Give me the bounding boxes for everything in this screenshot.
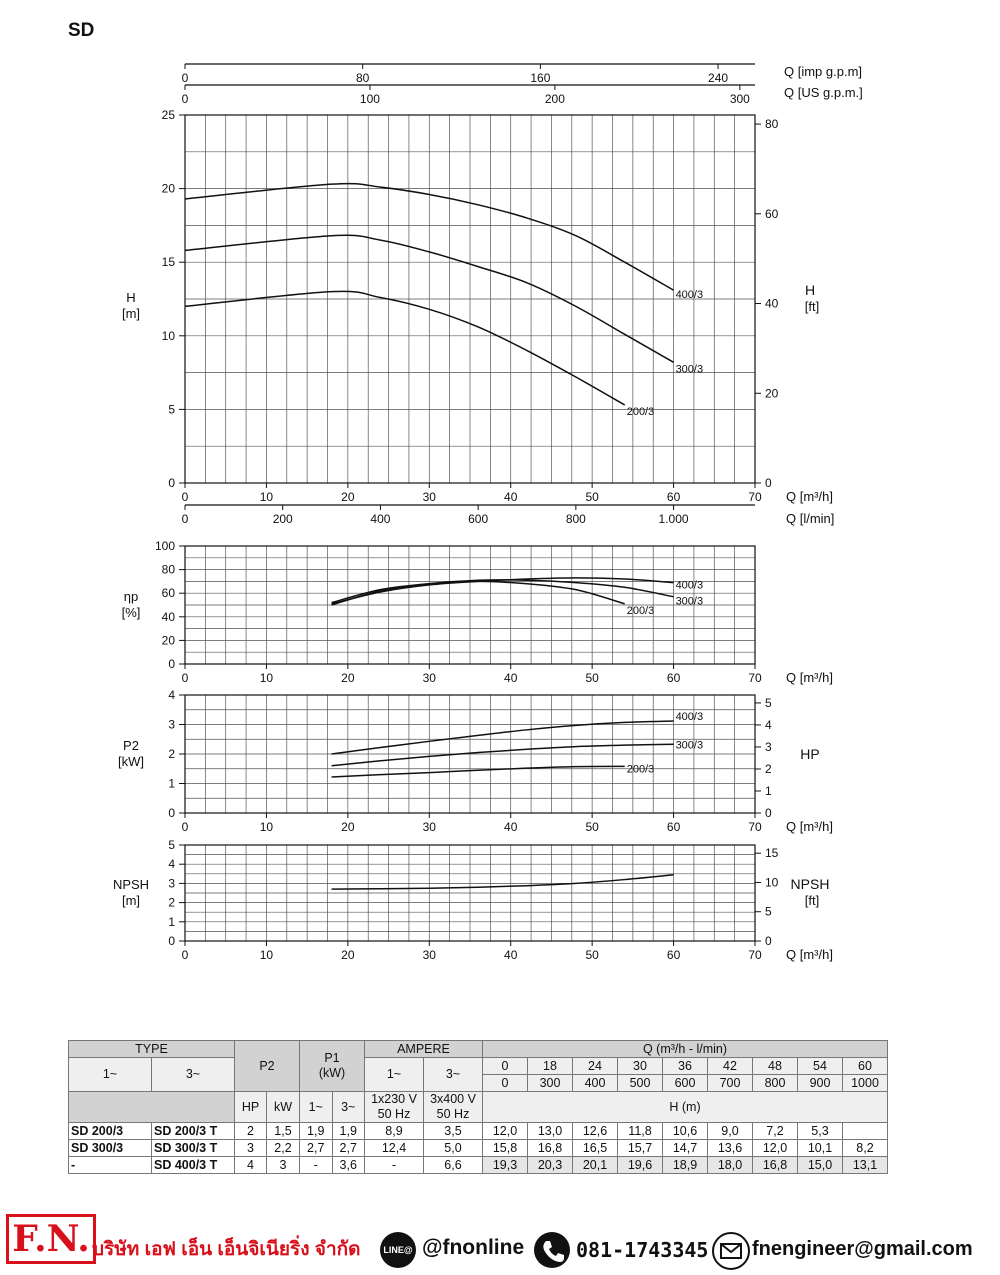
x-tick-label: 0 xyxy=(181,671,189,685)
imp-tick-label: 0 xyxy=(181,71,189,85)
type-3phase: 3~ xyxy=(152,1058,235,1092)
phone-number[interactable]: 081-1743345 xyxy=(576,1238,709,1262)
x-tick-label: 60 xyxy=(666,820,681,834)
x-tick-label: 50 xyxy=(585,820,599,834)
y-tick-label: 4 xyxy=(168,857,175,872)
x-tick-label: 20 xyxy=(341,490,355,504)
footer xyxy=(4,1212,998,1268)
mail-icon xyxy=(712,1232,750,1270)
phone-icon xyxy=(534,1232,570,1268)
x2-tick-label: 600 xyxy=(468,512,489,526)
y-axis-unit: [kW] xyxy=(118,754,144,769)
x-tick-label: 30 xyxy=(422,948,436,962)
cell-hp: 4 xyxy=(235,1157,267,1174)
y-tick-label: 0 xyxy=(168,476,175,490)
y2-tick-label: 0 xyxy=(765,934,772,948)
y2-tick-label: 40 xyxy=(765,296,779,311)
y-tick-label: 5 xyxy=(168,402,175,417)
ampere-1phase: 1~ xyxy=(365,1058,424,1092)
q-lmin-1: 300 xyxy=(528,1075,573,1092)
y-tick-label: 40 xyxy=(161,609,175,624)
x-axis-label: Q [m³/h] xyxy=(786,947,833,962)
cell-h: 15,0 xyxy=(798,1157,843,1174)
cell-h: 20,1 xyxy=(573,1157,618,1174)
x-tick-label: 30 xyxy=(422,820,436,834)
cell-amp3: 3,5 xyxy=(424,1123,483,1140)
hp-header: HP xyxy=(235,1092,267,1123)
y2-tick-label: 80 xyxy=(765,117,779,132)
x-tick-label: 70 xyxy=(748,820,762,834)
cell-h: 16,8 xyxy=(753,1157,798,1174)
x2-tick-label: 200 xyxy=(272,512,293,526)
y-tick-label: 4 xyxy=(168,688,175,702)
y2-tick-label: 1 xyxy=(765,783,772,798)
y-tick-label: 60 xyxy=(161,586,175,601)
y2-tick-label: 5 xyxy=(765,904,772,919)
x-axis-label: Q [m³/h] xyxy=(786,819,833,834)
cell-amp1: - xyxy=(365,1157,424,1174)
cell-p1_3: 1,9 xyxy=(332,1123,365,1140)
q-m3h-6: 48 xyxy=(753,1058,798,1075)
x-tick-label: 70 xyxy=(748,490,762,504)
x-tick-label: 10 xyxy=(259,671,274,685)
cell-h: 12,6 xyxy=(573,1123,618,1140)
x-tick-label: 20 xyxy=(341,671,355,685)
y-tick-label: 3 xyxy=(168,876,175,891)
p1-1phase: 1~ xyxy=(300,1092,333,1123)
cell-amp1: 12,4 xyxy=(365,1140,424,1157)
x-tick-label: 20 xyxy=(341,948,355,962)
cell-hp: 2 xyxy=(235,1123,267,1140)
q-lmin-8: 1000 xyxy=(843,1075,888,1092)
y2-tick-label: 3 xyxy=(765,739,772,754)
y2-axis-unit: [ft] xyxy=(804,299,820,314)
x-tick-label: 10 xyxy=(259,490,274,504)
q-m3h-0: 0 xyxy=(483,1058,528,1075)
fn-logo: F.N. xyxy=(6,1214,96,1264)
y2-axis-unit: [ft] xyxy=(804,893,820,908)
cell-p1_1: 1,9 xyxy=(300,1123,333,1140)
x2-tick-label: 400 xyxy=(370,512,391,526)
h-header: H (m) xyxy=(483,1092,888,1123)
y-tick-label: 80 xyxy=(161,562,175,577)
us-tick-label: 0 xyxy=(181,92,189,106)
y-tick-label: 3 xyxy=(168,717,175,732)
cell-h: 12,0 xyxy=(483,1123,528,1140)
series-line-300-3 xyxy=(332,580,674,605)
type-1phase: 1~ xyxy=(69,1058,152,1092)
line-id[interactable]: @fnonline xyxy=(422,1236,525,1259)
type-header: TYPE xyxy=(69,1041,235,1058)
imp-axis-label: Q [imp g.p.m] xyxy=(784,64,863,79)
x-tick-label: 70 xyxy=(748,671,762,685)
y-axis-label: NPSH xyxy=(112,877,150,892)
y-tick-label: 100 xyxy=(154,539,175,553)
series-label: 400/3 xyxy=(675,289,704,302)
y-tick-label: 0 xyxy=(168,657,175,671)
y-tick-label: 0 xyxy=(168,806,175,820)
y-tick-label: 1 xyxy=(168,776,175,791)
y2-tick-label: 2 xyxy=(765,761,772,776)
x-tick-label: 40 xyxy=(504,490,518,504)
series-label: 400/3 xyxy=(675,710,704,723)
x2-tick-label: 0 xyxy=(181,512,189,526)
cell-h: 10,1 xyxy=(798,1140,843,1157)
cell-h: 13,6 xyxy=(708,1140,753,1157)
y2-tick-label: 0 xyxy=(765,806,772,820)
q-header: Q (m³/h - l/min) xyxy=(483,1041,888,1058)
y-axis-label: P2 xyxy=(123,738,139,753)
q-m3h-5: 42 xyxy=(708,1058,753,1075)
x-tick-label: 50 xyxy=(585,948,599,962)
y2-tick-label: 0 xyxy=(765,476,772,490)
y-tick-label: 20 xyxy=(161,181,175,196)
table-row xyxy=(69,1123,888,1140)
series-label: 200/3 xyxy=(626,405,655,418)
cell-h: 9,0 xyxy=(708,1123,753,1140)
cell-h: 7,2 xyxy=(753,1123,798,1140)
cell-h: 8,2 xyxy=(843,1140,888,1157)
y-tick-label: 25 xyxy=(161,108,175,122)
cell-h: 20,3 xyxy=(528,1157,573,1174)
us-tick-label: 100 xyxy=(359,92,380,106)
cell-type3: SD 400/3 T xyxy=(152,1157,235,1174)
y-tick-label: 20 xyxy=(161,633,175,648)
x-tick-label: 10 xyxy=(259,820,274,834)
q-lmin-6: 800 xyxy=(753,1075,798,1092)
cell-h: 16,5 xyxy=(573,1140,618,1157)
performance-table xyxy=(68,1040,888,1174)
y-axis-label: H xyxy=(126,290,136,305)
x-tick-label: 70 xyxy=(748,948,762,962)
q-m3h-4: 36 xyxy=(663,1058,708,1075)
y-axis-unit: [m] xyxy=(121,306,141,321)
series-label: 300/3 xyxy=(675,363,704,376)
series-label: 200/3 xyxy=(626,604,655,617)
table-row xyxy=(69,1157,888,1174)
cell-h: 14,7 xyxy=(663,1140,708,1157)
cell-type1: - xyxy=(69,1157,152,1174)
x-tick-label: 10 xyxy=(259,948,274,962)
y2-tick-label: 5 xyxy=(765,695,772,710)
x2-axis-label: Q [l/min] xyxy=(786,511,835,526)
x-tick-label: 0 xyxy=(181,948,189,962)
y-tick-label: 0 xyxy=(168,934,175,948)
cell-hp: 3 xyxy=(235,1140,267,1157)
series-line-400-3 xyxy=(332,721,674,754)
y2-tick-label: 10 xyxy=(765,875,779,890)
ampere-header: AMPERE xyxy=(365,1041,483,1058)
y2-tick-label: 20 xyxy=(765,386,779,401)
p1-header: P1 (kW) xyxy=(300,1041,365,1092)
cell-h: 18,0 xyxy=(708,1157,753,1174)
cell-kw: 1,5 xyxy=(267,1123,300,1140)
q-lmin-4: 600 xyxy=(663,1075,708,1092)
cell-amp3: 5,0 xyxy=(424,1140,483,1157)
cell-h: 5,3 xyxy=(798,1123,843,1140)
x2-tick-label: 800 xyxy=(565,512,586,526)
series-line-200-3 xyxy=(185,291,625,405)
series-label: 300/3 xyxy=(675,739,704,752)
us-tick-label: 300 xyxy=(729,92,750,106)
q-lmin-7: 900 xyxy=(798,1075,843,1092)
page-title: SD xyxy=(68,20,95,41)
volt-1phase: 1x230 V 50 Hz xyxy=(365,1092,424,1123)
x-axis-label: Q [m³/h] xyxy=(786,489,833,504)
table-row xyxy=(69,1140,888,1157)
x-tick-label: 50 xyxy=(585,671,599,685)
x-tick-label: 30 xyxy=(422,490,436,504)
cell-h: 13,1 xyxy=(843,1157,888,1174)
us-tick-label: 200 xyxy=(544,92,565,106)
p2-header: P2 xyxy=(235,1041,300,1092)
y2-axis-label: H xyxy=(804,282,816,298)
q-lmin-2: 400 xyxy=(573,1075,618,1092)
y2-axis-label: HP xyxy=(800,746,820,762)
x-tick-label: 60 xyxy=(666,948,681,962)
cell-p1_3: 2,7 xyxy=(332,1140,365,1157)
imp-tick-label: 160 xyxy=(530,71,551,85)
y-tick-label: 2 xyxy=(168,747,175,761)
cell-type1: SD 200/3 xyxy=(69,1123,152,1140)
series-label: 300/3 xyxy=(675,595,704,608)
line-icon: LINE@ xyxy=(380,1232,416,1268)
kw-header: kW xyxy=(267,1092,300,1123)
q-m3h-3: 30 xyxy=(618,1058,663,1075)
volt-3phase: 3x400 V 50 Hz xyxy=(424,1092,483,1123)
cell-h: 11,8 xyxy=(618,1123,663,1140)
cell-h: 18,9 xyxy=(663,1157,708,1174)
cell-amp3: 6,6 xyxy=(424,1157,483,1174)
q-m3h-7: 54 xyxy=(798,1058,843,1075)
cell-h: 19,6 xyxy=(618,1157,663,1174)
us-axis-label: Q [US g.p.m.] xyxy=(784,85,863,100)
cell-kw: 3 xyxy=(267,1157,300,1174)
cell-type3: SD 300/3 T xyxy=(152,1140,235,1157)
type-spacer xyxy=(69,1092,235,1123)
series-line-200-3 xyxy=(332,766,625,777)
x-tick-label: 50 xyxy=(585,490,599,504)
cell-p1_1: 2,7 xyxy=(300,1140,333,1157)
p1-3phase: 3~ xyxy=(332,1092,365,1123)
cell-h: 10,6 xyxy=(663,1123,708,1140)
q-lmin-0: 0 xyxy=(483,1075,528,1092)
cell-h: 19,3 xyxy=(483,1157,528,1174)
series-label: 400/3 xyxy=(675,579,704,592)
series-label: 200/3 xyxy=(626,763,655,776)
x-tick-label: 30 xyxy=(422,671,436,685)
company-name: บริษัท เอฟ เอ็น เอ็นจิเนียริ่ง จำกัด xyxy=(92,1239,361,1260)
series-line-npsh xyxy=(332,875,674,889)
y-tick-label: 5 xyxy=(168,838,175,852)
imp-tick-label: 240 xyxy=(708,71,729,85)
y2-tick-label: 4 xyxy=(765,717,772,732)
x-tick-label: 60 xyxy=(666,490,681,504)
x-tick-label: 0 xyxy=(181,820,189,834)
cell-h: 15,8 xyxy=(483,1140,528,1157)
y-tick-label: 15 xyxy=(161,255,175,270)
cell-h: 15,7 xyxy=(618,1140,663,1157)
q-m3h-2: 24 xyxy=(573,1058,618,1075)
cell-h: 16,8 xyxy=(528,1140,573,1157)
x-tick-label: 20 xyxy=(341,820,355,834)
x2-tick-label: 1.000 xyxy=(658,512,689,526)
q-lmin-5: 700 xyxy=(708,1075,753,1092)
cell-h: 12,0 xyxy=(753,1140,798,1157)
y2-axis-label: NPSH xyxy=(790,876,830,892)
y-tick-label: 1 xyxy=(168,914,175,929)
imp-tick-label: 80 xyxy=(356,71,370,85)
y-axis-unit: [%] xyxy=(121,605,141,620)
x-tick-label: 40 xyxy=(504,671,518,685)
y-tick-label: 2 xyxy=(168,895,175,910)
cell-type1: SD 300/3 xyxy=(69,1140,152,1157)
q-lmin-3: 500 xyxy=(618,1075,663,1092)
x-tick-label: 40 xyxy=(504,820,518,834)
cell-h xyxy=(843,1123,888,1140)
cell-p1_1: - xyxy=(300,1157,333,1174)
email-address[interactable]: fnengineer@gmail.com xyxy=(752,1238,973,1260)
y-tick-label: 10 xyxy=(161,328,175,343)
y-axis-unit: [m] xyxy=(121,893,141,908)
x-tick-label: 60 xyxy=(666,671,681,685)
y2-tick-label: 15 xyxy=(765,846,779,861)
x-axis-label: Q [m³/h] xyxy=(786,670,833,685)
ampere-3phase: 3~ xyxy=(424,1058,483,1092)
q-m3h-1: 18 xyxy=(528,1058,573,1075)
q-m3h-8: 60 xyxy=(843,1058,888,1075)
x-tick-label: 40 xyxy=(504,948,518,962)
cell-kw: 2,2 xyxy=(267,1140,300,1157)
y-axis-label: ηp xyxy=(123,589,139,604)
cell-type3: SD 200/3 T xyxy=(152,1123,235,1140)
y2-tick-label: 60 xyxy=(765,206,779,221)
cell-amp1: 8,9 xyxy=(365,1123,424,1140)
cell-h: 13,0 xyxy=(528,1123,573,1140)
x-tick-label: 0 xyxy=(181,490,189,504)
cell-p1_3: 3,6 xyxy=(332,1157,365,1174)
